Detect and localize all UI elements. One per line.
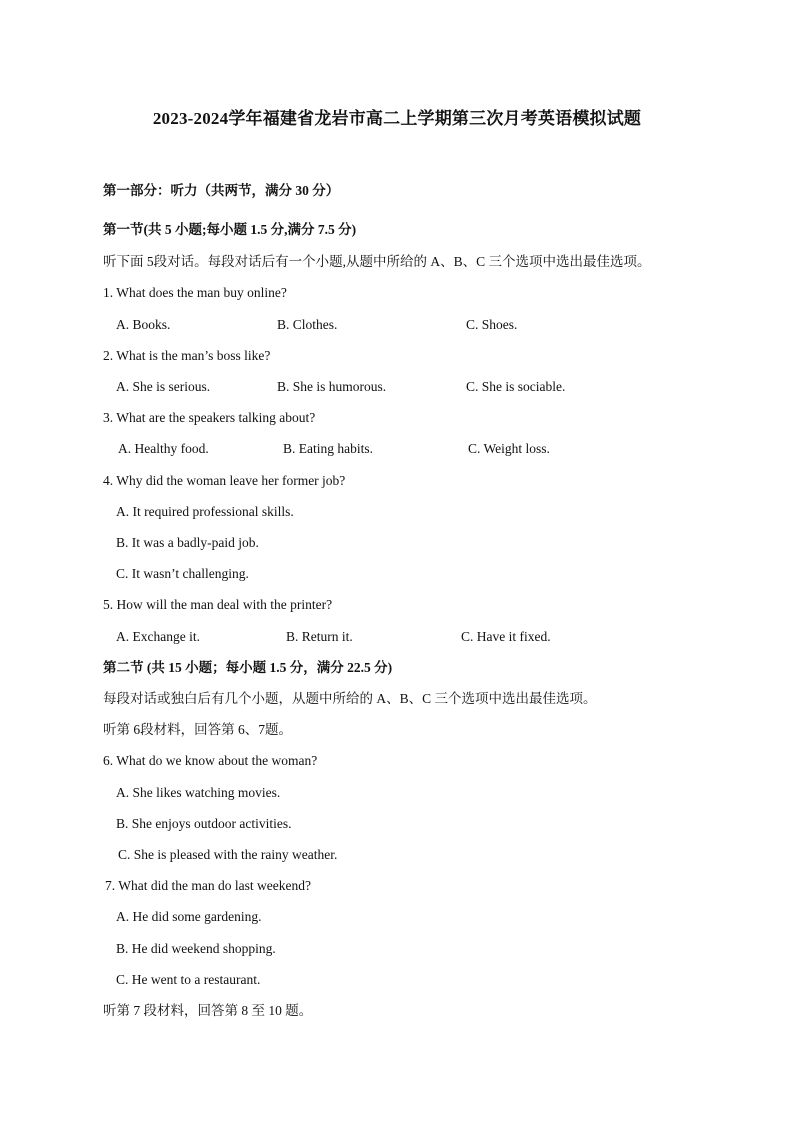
- question-text: 3. What are the speakers talking about?: [103, 410, 316, 425]
- option-c: C. Weight loss.: [468, 441, 550, 456]
- question-text: 5. How will the man deal with the printer?: [103, 597, 333, 612]
- page-title: 2023-2024学年福建省龙岩市高二上学期第三次月考英语模拟试题: [152, 109, 642, 128]
- option-b: B. He did weekend shopping.: [116, 941, 276, 956]
- section2-instruction: 每段对话或独白后有几个小题，从题中所给的 A、B、C 三个选项中选出最佳选项。: [103, 691, 597, 706]
- option-b: B. She is humorous.: [277, 379, 387, 394]
- option-a: A. It required professional skills.: [116, 504, 294, 519]
- option-c: C. She is sociable.: [466, 379, 566, 394]
- option-b: B. Eating habits.: [283, 441, 373, 456]
- material-note: 听第 6段材料，回答第 6、7题。: [103, 722, 292, 737]
- part-heading: 第一部分：听力（共两节，满分 30 分）: [103, 183, 340, 198]
- option-a: A. She is serious.: [116, 379, 211, 394]
- option-a: A. Exchange it.: [116, 629, 200, 644]
- option-c: C. He went to a restaurant.: [116, 972, 261, 987]
- question-text: 6. What do we know about the woman?: [103, 753, 318, 768]
- option-c: C. Shoes.: [466, 317, 518, 332]
- option-c: C. Have it fixed.: [461, 629, 551, 644]
- option-b: B. She enjoys outdoor activities.: [116, 816, 292, 831]
- option-a: A. Books.: [116, 317, 171, 332]
- option-b: B. It was a badly-paid job.: [116, 535, 259, 550]
- question-text: 2. What is the man’s boss like?: [103, 348, 271, 363]
- material-note: 听第 7 段材料，回答第 8 至 10 题。: [103, 1003, 313, 1018]
- section2-heading: 第二节 (共 15 小题；每小题 1.5 分，满分 22.5 分): [103, 660, 393, 675]
- option-c: C. She is pleased with the rainy weather.: [118, 847, 338, 862]
- option-a: A. He did some gardening.: [116, 909, 262, 924]
- question-text: 7. What did the man do last weekend?: [105, 878, 311, 893]
- section1-heading: 第一节(共 5 小题;每小题 1.5 分,满分 7.5 分): [103, 222, 357, 237]
- option-b: B. Return it.: [286, 629, 353, 644]
- question-text: 4. Why did the woman leave her former job?: [103, 473, 346, 488]
- option-b: B. Clothes.: [277, 317, 338, 332]
- option-a: A. She likes watching movies.: [116, 785, 281, 800]
- section1-instruction: 听下面 5段对话。每段对话后有一个小题,从题中所给的 A、B、C 三个选项中选出最佳选项。: [103, 254, 651, 269]
- option-a: A. Healthy food.: [118, 441, 209, 456]
- option-c: C. It wasn’t challenging.: [116, 566, 249, 581]
- question-text: 1. What does the man buy online?: [103, 285, 287, 300]
